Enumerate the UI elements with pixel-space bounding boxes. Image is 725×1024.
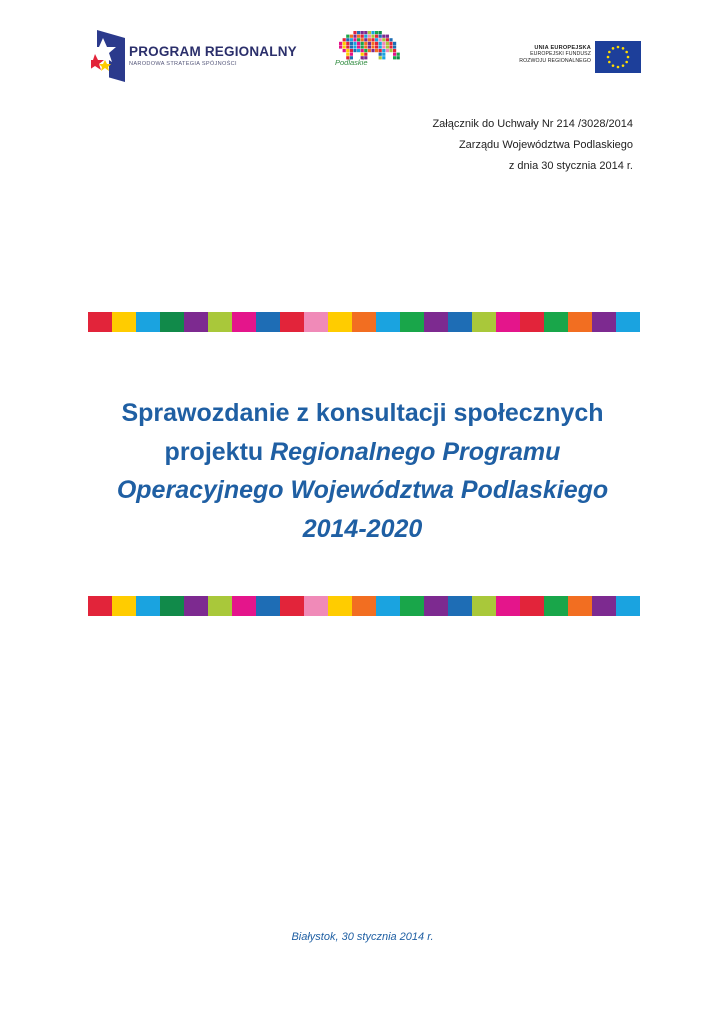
strip-square [352,596,376,616]
strip-square [184,312,208,332]
strip-square [592,312,616,332]
color-strip-bottom [88,596,640,616]
annex-line-2: Zarządu Województwa Podlaskiego [458,139,633,151]
strip-square [352,312,376,332]
strip-square [160,312,184,332]
strip-square [448,596,472,616]
strip-square [328,596,352,616]
podlaskie-label: Podlaskie [335,58,368,67]
program-regionalny-emblem [91,30,125,82]
strip-square [88,596,112,616]
color-strip-top [88,312,640,332]
title-line-4: 2014-2020 [302,514,423,543]
strip-square [136,596,160,616]
strip-square [232,312,256,332]
strip-square [208,596,232,616]
strip-square [112,596,136,616]
title-line-2-regular: projektu [164,437,271,466]
strip-square [568,312,592,332]
title-line-2 [62,433,663,472]
annex-line-1: Załącznik do Uchwały Nr 214 /3028/2014 [432,118,633,130]
strip-square [184,596,208,616]
strip-square [328,312,352,332]
strip-square [280,596,304,616]
strip-square [208,312,232,332]
strip-square [592,596,616,616]
strip-square [376,312,400,332]
strip-square [616,312,640,332]
place-date: Białystok, 30 stycznia 2014 r. [291,931,434,943]
strip-square [616,596,640,616]
program-regionalny-subtitle: NARODOWA STRATEGIA SPÓJNOŚCI [129,61,237,67]
strip-square [376,596,400,616]
program-regionalny-logo [91,30,297,82]
eu-line-1: UNIA EUROPEJSKA [534,45,591,51]
title-line-1: Sprawozdanie z konsultacji społecznych [121,399,604,427]
eu-line-2: EUROPEJSKI FUNDUSZ [530,51,591,57]
program-regionalny-title: PROGRAM REGIONALNY [129,44,297,59]
strip-square [544,312,568,332]
strip-square [496,596,520,616]
podlaskie-logo [333,30,408,72]
strip-square [160,596,184,616]
strip-square [256,312,280,332]
strip-square [472,312,496,332]
strip-square [232,596,256,616]
title-line-3: Operacyjnego Województwa Podlaskiego [116,476,609,504]
strip-square [424,312,448,332]
eu-flag-icon [595,41,641,73]
strip-square [88,312,112,332]
strip-square [256,596,280,616]
document-title [62,394,663,548]
strip-square [520,596,544,616]
strip-square [496,312,520,332]
strip-square [304,312,328,332]
strip-square [112,312,136,332]
strip-square [520,312,544,332]
strip-square [544,596,568,616]
strip-square [400,596,424,616]
strip-square [136,312,160,332]
eu-logo [505,41,641,75]
strip-square [448,312,472,332]
strip-square [472,596,496,616]
eu-line-3: ROZWOJU REGIONALNEGO [519,58,591,64]
annex-note [432,114,633,177]
strip-square [424,596,448,616]
strip-square [568,596,592,616]
annex-line-3: z dnia 30 stycznia 2014 r. [508,160,633,172]
strip-square [304,596,328,616]
eu-text-block [519,45,591,65]
strip-square [280,312,304,332]
strip-square [400,312,424,332]
title-line-2-italic: Regionalnego Programu [270,437,561,466]
